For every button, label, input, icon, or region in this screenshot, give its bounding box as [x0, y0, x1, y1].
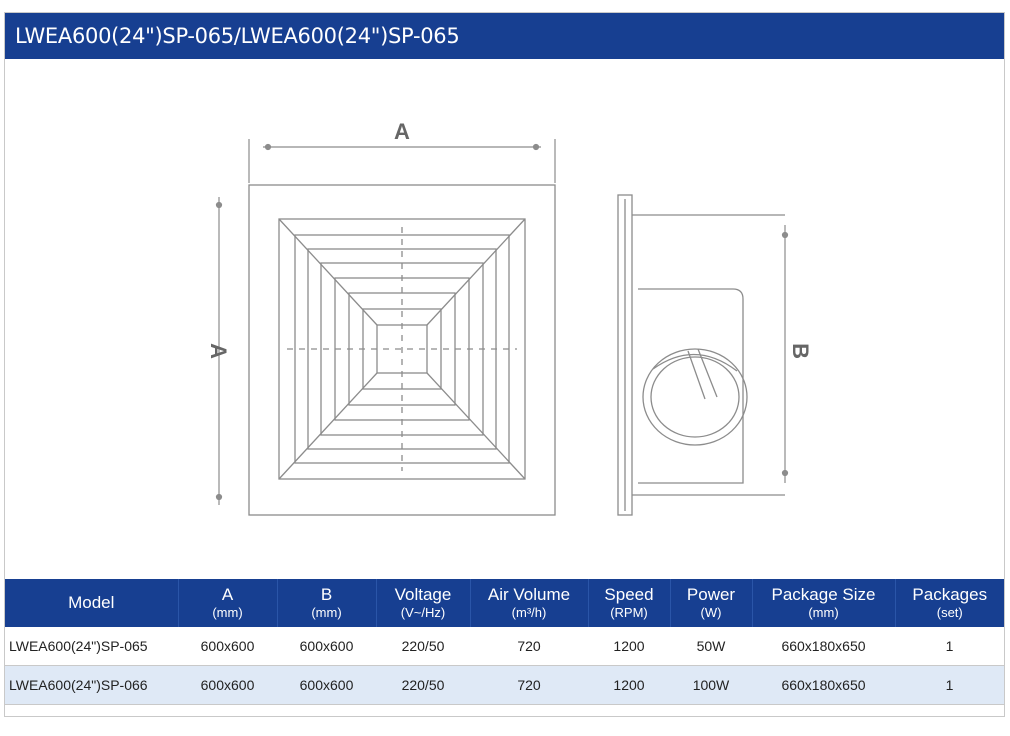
- cell-model: LWEA600(24")SP-065: [5, 627, 178, 666]
- label-a-side: A: [206, 343, 231, 359]
- side-housing: [638, 289, 743, 483]
- side-view: [618, 195, 785, 515]
- page-title: LWEA600(24")SP-065/LWEA600(24")SP-065: [5, 13, 1004, 59]
- dimension-b: [783, 225, 788, 483]
- header-power: Power (W): [670, 579, 752, 627]
- cell-a: 600x600: [178, 666, 277, 705]
- front-view: [249, 185, 555, 515]
- header-package-size: Package Size (mm): [752, 579, 895, 627]
- table-row: [5, 627, 1004, 666]
- cell-packages: 1: [895, 627, 1004, 666]
- cell-b: 600x600: [277, 666, 376, 705]
- header-model: Model: [5, 579, 178, 627]
- table-header-row: [5, 579, 1004, 627]
- label-b: B: [788, 343, 813, 359]
- header-voltage: Voltage (V~/Hz): [376, 579, 470, 627]
- specification-table: [5, 579, 1004, 705]
- cell-voltage: 220/50: [376, 666, 470, 705]
- dimension-a-top: [249, 139, 555, 183]
- cell-a: 600x600: [178, 627, 277, 666]
- cell-air-volume: 720: [470, 627, 588, 666]
- table-row: [5, 666, 1004, 705]
- cell-power: 50W: [670, 627, 752, 666]
- cell-power: 100W: [670, 666, 752, 705]
- cell-packages: 1: [895, 666, 1004, 705]
- cell-package-size: 660x180x650: [752, 627, 895, 666]
- header-a: A (mm): [178, 579, 277, 627]
- header-air-volume: Air Volume (m³/h): [470, 579, 588, 627]
- cell-voltage: 220/50: [376, 627, 470, 666]
- cell-b: 600x600: [277, 627, 376, 666]
- cell-model: LWEA600(24")SP-066: [5, 666, 178, 705]
- product-drawing: [5, 59, 1004, 579]
- dimension-diagram: [5, 59, 1004, 579]
- cell-package-size: 660x180x650: [752, 666, 895, 705]
- header-b: B (mm): [277, 579, 376, 627]
- cell-air-volume: 720: [470, 666, 588, 705]
- cell-speed: 1200: [588, 627, 670, 666]
- side-motor: [643, 349, 747, 445]
- cell-speed: 1200: [588, 666, 670, 705]
- header-speed: Speed (RPM): [588, 579, 670, 627]
- label-a-top: A: [394, 119, 410, 144]
- spec-sheet-frame: [4, 12, 1005, 717]
- header-packages: Packages (set): [895, 579, 1004, 627]
